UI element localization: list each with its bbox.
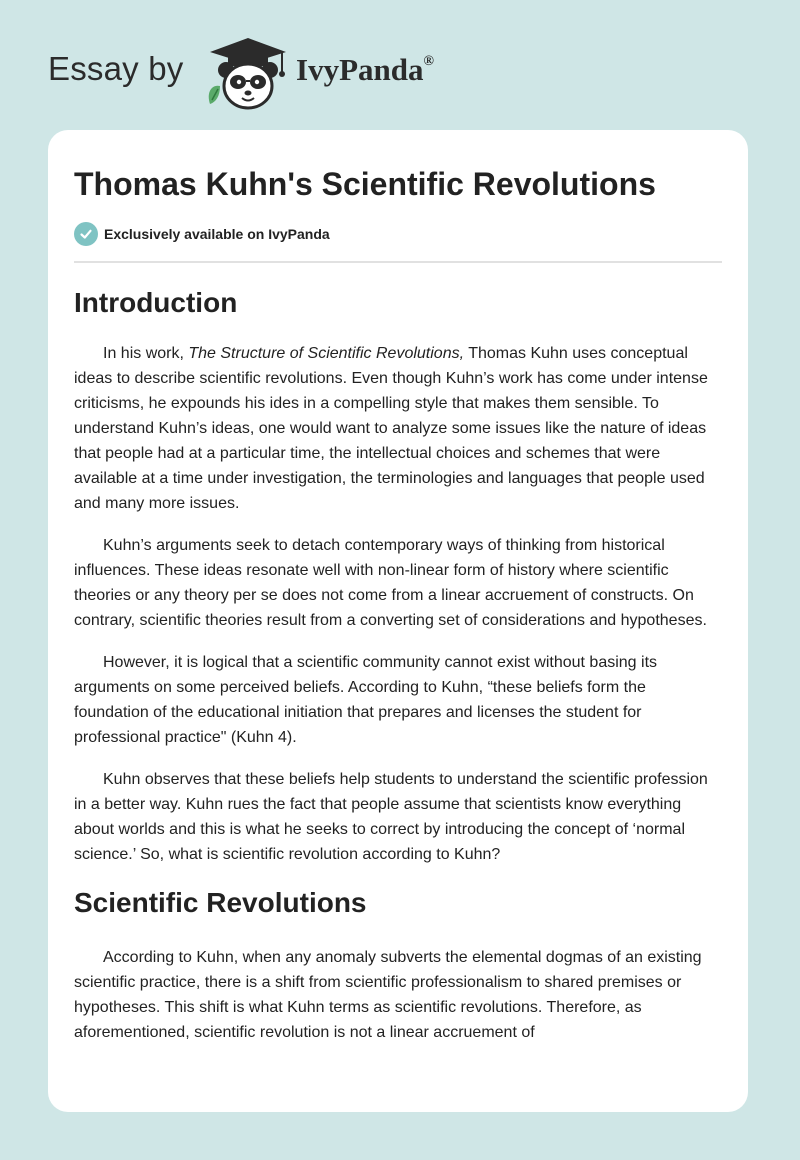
paragraph: According to Kuhn, when any anomaly subverts the elemental dogmas of an existing scientific practice, there is a shift from scientific professionalism to shared premises or hypotheses. This shift is what Kuhn terms as scientific revolutions. Therefore, as aforementioned, scientific revolution is not a linear accruement of bbox=[74, 949, 702, 1041]
paragraph bbox=[74, 341, 722, 516]
exclusive-badge bbox=[74, 222, 722, 246]
paragraph: Kuhn observes that these beliefs help students to understand the scientific profession in a better way. Kuhn rues the fact that people assume that scientists know everything about worlds and this is what he seeks to correct by introducing the concept of ‘normal science.’ So, what is scientific revolution according to Kuhn? bbox=[74, 771, 708, 863]
section-heading-scientific-revolutions: Scientific Revolutions bbox=[74, 887, 367, 918]
section-heading-introduction: Introduction bbox=[74, 287, 238, 318]
check-icon bbox=[74, 222, 98, 246]
essay-card bbox=[48, 130, 748, 1112]
paragraph: Kuhn’s arguments seek to detach contemporary ways of thinking from historical influences. These ideas resonate well with non-linear form of history where scientific theories or any theory per se does not come from a linear accruement of constructs. On contrary, scientific theories result from a converting set of considerations and hypotheses. bbox=[74, 537, 707, 629]
page-title: Thomas Kuhn's Scientific Revolutions bbox=[74, 166, 656, 202]
ivypanda-logo-icon[interactable] bbox=[202, 34, 294, 112]
paragraph-text: In his work, bbox=[103, 345, 189, 362]
site-header bbox=[48, 30, 748, 110]
divider bbox=[74, 261, 722, 263]
essay-by-label: Essay by bbox=[48, 50, 184, 87]
brand-name[interactable] bbox=[296, 52, 434, 88]
paragraph-text: Thomas Kuhn uses conceptual ideas to describe scientific revolutions. Even though Kuhn’s work has come under intense criticisms, he expounds his ides in a compelling style that makes them sensible. To understand Kuhn’s ideas, one would want to analyze some issues like the nature of ideas that people had at a particular time, the intellectual choices and schemes that were available at a time under investigation, the terminologies and languages that people used and many more issues. bbox=[74, 345, 708, 512]
paragraph: However, it is logical that a scientific community cannot exist without basing its arguments on some perceived beliefs. According to Kuhn, “these beliefs form the foundation of the educational initiation that prepares and licenses the student for professional practice" (Kuhn 4). bbox=[74, 654, 658, 746]
trademark-symbol: ® bbox=[423, 53, 434, 69]
brand-label: IvyPanda bbox=[296, 52, 424, 87]
book-title: The Structure of Scientific Revolutions, bbox=[188, 345, 465, 362]
exclusive-badge-label: Exclusively available on IvyPanda bbox=[104, 226, 330, 242]
